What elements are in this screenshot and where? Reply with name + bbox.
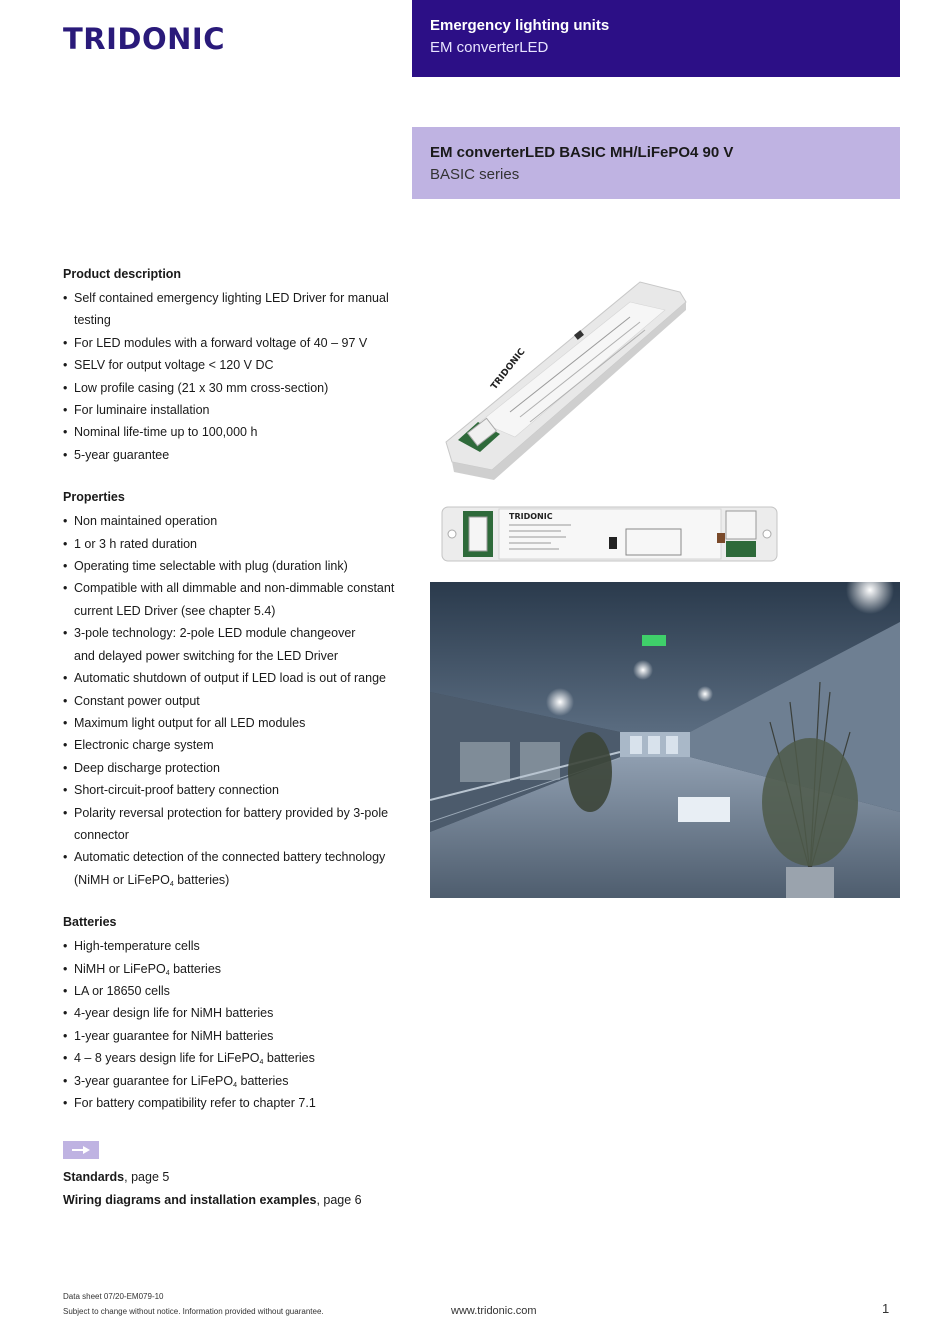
- properties-list: [63, 510, 418, 891]
- list-item-text: batteries: [266, 1051, 315, 1066]
- product-label-text: TRIDONIC: [489, 347, 528, 392]
- list-item: • Automatic shutdown of output if LED load is out of range: [63, 667, 418, 689]
- list-item: • High-temperature cells: [63, 935, 418, 957]
- list-item: • 4-year design life for NiMH batteries: [63, 1002, 418, 1024]
- list-item: • Short-circuit-proof battery connection: [63, 779, 418, 801]
- subscript: 4: [169, 880, 174, 888]
- list-item-text: batteries: [240, 1073, 289, 1088]
- link-bold-text: Wiring diagrams and installation examples: [63, 1193, 317, 1207]
- list-item-text: batteries): [177, 872, 230, 887]
- cross-reference-links: [63, 1166, 362, 1212]
- section-title-description: Product description: [63, 267, 182, 281]
- subscript: 4: [259, 1059, 264, 1067]
- product-photo-top: [441, 503, 779, 565]
- description-list: [63, 287, 418, 466]
- list-item-text: NiMH or LiFePO: [74, 961, 166, 976]
- list-item-text: connector: [74, 827, 129, 842]
- category-title: Emergency lighting units: [430, 17, 610, 34]
- list-item: • Maximum light output for all LED modules: [63, 712, 418, 734]
- link-bold-text: Standards: [63, 1170, 125, 1184]
- list-item-text: Polarity reversal protection for battery provided by 3-pole: [74, 805, 389, 820]
- product-label-text: TRIDONIC: [509, 512, 553, 521]
- arrow-right-icon: [71, 1145, 91, 1155]
- list-item-text: Compatible with all dimmable and non-dimmable constant: [74, 581, 395, 596]
- page-number: 1: [882, 1301, 890, 1316]
- link-rest-text: , page 6: [316, 1193, 362, 1207]
- category-subtitle: EM converterLED: [430, 39, 549, 56]
- list-item: • 5-year guarantee: [63, 444, 418, 466]
- list-item: [63, 577, 418, 622]
- link-wiring-diagrams[interactable]: [63, 1189, 362, 1212]
- list-item: • Low profile casing (21 x 30 mm cross-section): [63, 377, 418, 399]
- section-title-properties: Properties: [63, 490, 125, 505]
- list-item-text: (NiMH or LiFePO: [74, 872, 170, 887]
- list-item: [63, 1070, 418, 1092]
- list-item: [63, 1047, 418, 1069]
- list-item-text: batteries: [173, 961, 222, 976]
- subscript: 4: [233, 1081, 238, 1089]
- list-item: • SELV for output voltage < 120 V DC: [63, 354, 418, 376]
- list-item: • Non maintained operation: [63, 510, 418, 532]
- list-item: • For battery compatibility refer to chapter 7.1: [63, 1092, 418, 1114]
- list-item-text: current LED Driver (see chapter 5.4): [74, 603, 276, 618]
- footer-disclaimer: Subject to change without notice. Information provided without guarantee.: [63, 1307, 324, 1316]
- product-photo-angled: [440, 272, 690, 487]
- link-arrow-badge: [63, 1141, 99, 1159]
- footer-url[interactable]: www.tridonic.com: [451, 1305, 537, 1317]
- list-item: [63, 802, 418, 847]
- list-item: • Self contained emergency lighting LED Driver for manual testing: [63, 287, 418, 332]
- list-item: [63, 958, 418, 980]
- product-series: BASIC series: [430, 166, 520, 183]
- subscript: 4: [165, 969, 170, 977]
- category-header: [412, 0, 900, 77]
- list-item: • Electronic charge system: [63, 734, 418, 756]
- list-item-text: 3-pole technology: 2-pole LED module changeover: [74, 626, 356, 641]
- list-item-text: 4 – 8 years design life for LiFePO: [74, 1051, 260, 1066]
- list-item: • Deep discharge protection: [63, 757, 418, 779]
- product-title: EM converterLED BASIC MH/LiFePO4 90 V: [430, 144, 734, 161]
- product-header: [412, 127, 900, 199]
- list-item-text: and delayed power switching for the LED Driver: [74, 648, 339, 663]
- link-rest-text: , page 5: [124, 1170, 170, 1184]
- list-item: • For luminaire installation: [63, 399, 418, 421]
- list-item-text: 3-year guarantee for LiFePO: [74, 1073, 234, 1088]
- list-item: [63, 846, 418, 891]
- list-item: • LA or 18650 cells: [63, 980, 418, 1002]
- section-title-batteries: Batteries: [63, 915, 117, 930]
- batteries-list: [63, 935, 418, 1114]
- left-column: [63, 265, 418, 1136]
- list-item: • For LED modules with a forward voltage of 40 – 97 V: [63, 332, 418, 354]
- list-item: • 1 or 3 h rated duration: [63, 533, 418, 555]
- list-item: • Nominal life-time up to 100,000 h: [63, 421, 418, 443]
- list-item: • Operating time selectable with plug (duration link): [63, 555, 418, 577]
- link-standards[interactable]: [63, 1166, 362, 1189]
- footer-datasheet-id: Data sheet 07/20-EM079-10: [63, 1292, 164, 1301]
- tridonic-logo: TRIDONIC: [63, 22, 225, 56]
- list-item-text: Automatic detection of the connected battery technology: [74, 850, 386, 865]
- list-item: • 1-year guarantee for NiMH batteries: [63, 1025, 418, 1047]
- corridor-photo: [430, 582, 900, 898]
- list-item: [63, 622, 418, 667]
- list-item: • Constant power output: [63, 690, 418, 712]
